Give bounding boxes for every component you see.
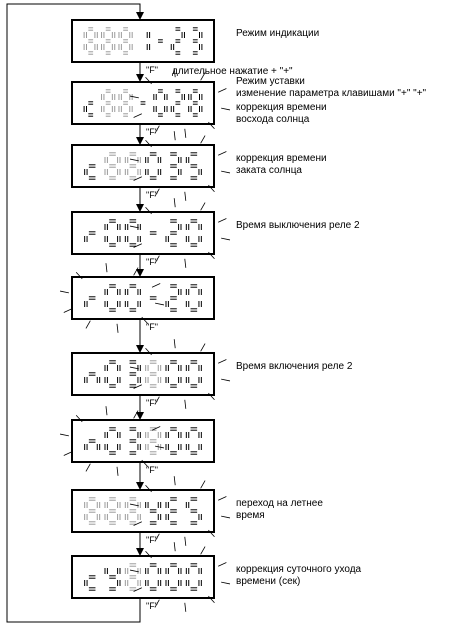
f-key-label: "F" [146,190,158,200]
step-label: коррекция времени [236,153,327,164]
f-key-label: "F" [146,465,158,475]
step-label: Время включения реле 2 [236,361,353,372]
step-label: заката солнца [236,165,302,176]
step-label: Режим индикации [236,28,320,39]
display-panel [60,263,214,333]
step-label: коррекция времени [236,102,327,113]
step-label: Время выключения реле 2 [236,220,360,231]
display-panel [72,20,214,62]
step-label: восхода солнца [236,114,310,125]
annotation-setting-mode: Режим уставки [236,76,305,87]
annotation-long-press: длительное нажатие + "+" [172,66,293,77]
f-key-label: "F" [146,601,158,611]
f-key-label: "F" [146,127,158,137]
step-label: переход на летнее [236,498,323,509]
display-panel [60,406,214,476]
f-key-label: "F" [146,257,158,267]
f-key-label: "F" [146,322,158,332]
f-key-label: "F" [146,535,158,545]
f-key-label: "F" [146,65,158,75]
step-label: времени (сек) [236,576,301,587]
f-key-label: "F" [146,398,158,408]
step-label: время [236,510,265,521]
annotation-change-param: изменение параметра клавишами "+" "+" [236,88,427,99]
step-label: коррекция суточного ухода [236,564,362,575]
